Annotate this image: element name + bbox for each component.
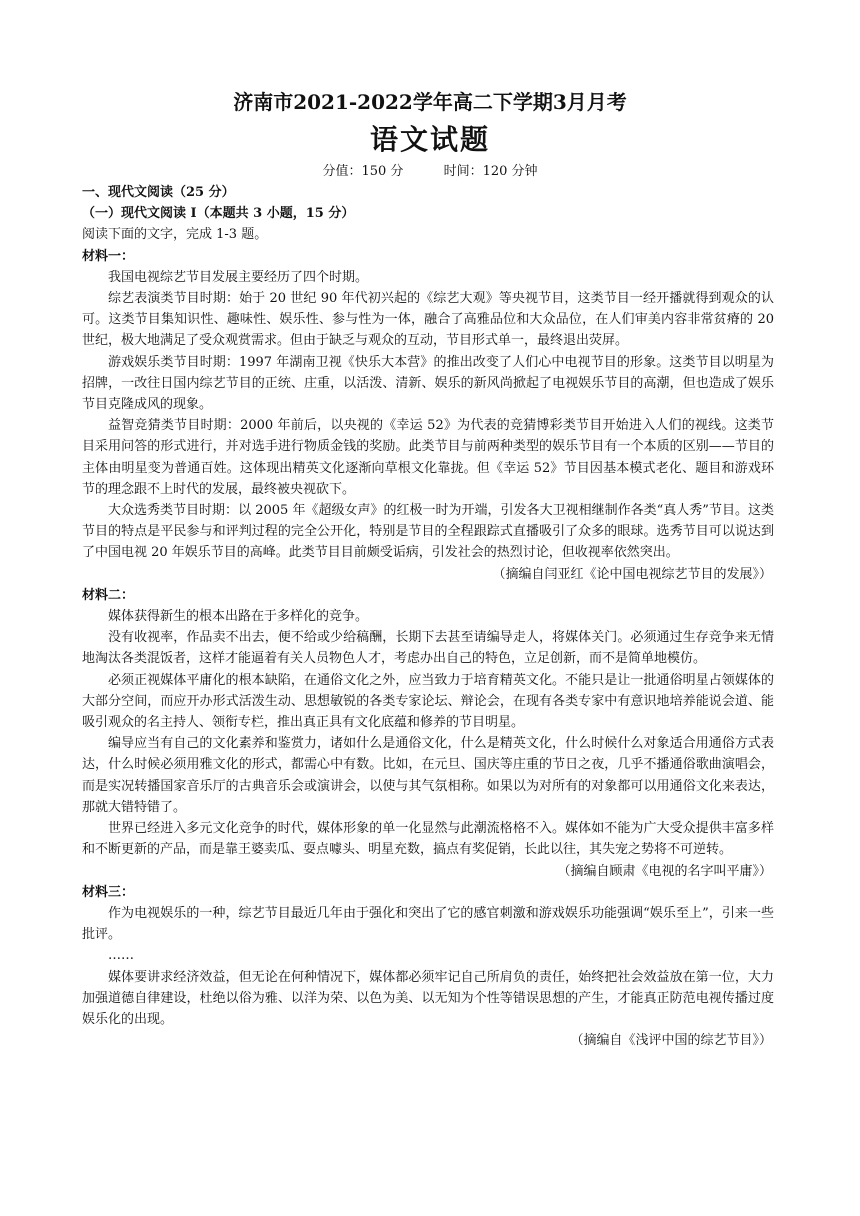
material-2-paragraph: 编导应当有自己的文化素养和鉴赏力，诸如什么是通俗文化，什么是精英文化，什么时候什么对象适合用通俗方式表达，什么时候必须用雅文化的形式，都需心中有数。比如，在元旦、国庆等庄重的节日之夜，几乎不播通俗歌曲演唱会，而是实况转播国家音乐厅的古典音乐会或演讲会，以使与其气氛相称。如果以为对所有的对象都可以用通俗文化来表达，那就大错特错了。 bbox=[82, 736, 774, 815]
material-3-source: （摘编自《浅评中国的综艺节目》） bbox=[570, 1033, 772, 1049]
exam-content bbox=[82, 182, 774, 1051]
material-3-paragraph: 媒体要讲求经济效益，但无论在何种情况下，媒体都必须牢记自己所肩负的责任，始终把社会效益放在第一位，大力加强道德自律建设，杜绝以俗为雅、以洋为荣、以色为美、以无知为个性等错误思想的产生，才能真正防范电视传播过度娱乐化的出现。 bbox=[82, 969, 774, 1027]
material-3-ellipsis: …… bbox=[108, 948, 134, 964]
material-1-paragraph: 大众选秀类节目时期：以 2005 年《超级女声》的红极一时为开端，引发各大卫视相继制作各类“真人秀”节目。这类节目的特点是平民参与和评判过程的完全公开化，特别是节目的全程跟踪式直播吸引了众多的眼球。选秀节目可以说达到了中国电视 20 年娱乐节目的高峰。此类节目目前颇受诟病，引发社会的热烈讨论，但收视率依然突出。 bbox=[82, 503, 774, 561]
material-2-paragraph: 世界已经进入多元文化竞争的时代，媒体形象的单一化显然与此潮流格格不入。媒体如不能为广大受众提供丰富多样和不断更新的产品，而是靠王婆卖瓜、耍点噱头、明星充数，搞点有奖促销，长此以往，其失宠之势将不可逆转。 bbox=[82, 821, 774, 858]
material-1-label: 材料一： bbox=[82, 248, 135, 264]
material-3-label: 材料三： bbox=[82, 884, 135, 900]
material-2-paragraph: 媒体获得新生的根本出路在于多样化的竞争。 bbox=[108, 609, 369, 625]
subsection-title: （一）现代文阅读 I（本题共 3 小题，15 分） bbox=[82, 206, 355, 222]
exam-title: 济南市2021-2022学年高二下学期3月月考 bbox=[233, 90, 627, 114]
material-1-paragraph: 益智竞猜类节目时期：2000 年前后，以央视的《幸运 52》为代表的竞猜博彩类节目开始进入人们的视线。这类节目采用问答的形式进行，并对选手进行物质金钱的奖励。此类节目与前两种类型的娱乐节目有一个本质的区别——节目的主体由明星变为普通百姓。这体现出精英文化逐渐向草根文化靠拢。但《幸运 52》节目因基本模式老化、题目和游戏环节的理念跟不上时代的发展，最终被央视砍下。 bbox=[82, 418, 774, 497]
material-1-paragraph: 综艺表演类节目时期：始于 20 世纪 90 年代初兴起的《综艺大观》等央视节目，这类节目一经开播就得到观众的认可。这类节目集知识性、趣味性、娱乐性、参与性为一体，融合了高雅品位和大众品位，在人们审美内容非常贫瘠的 20 世纪，极大地满足了受众观赏需求。但由于缺乏与观众的互动，节目形式单一，最终退出荧屏。 bbox=[82, 291, 774, 349]
section-title: 一、现代文阅读（25 分） bbox=[82, 185, 235, 200]
material-2-source: （摘编自顾肃《电视的名字叫平庸》） bbox=[557, 863, 772, 879]
exam-meta bbox=[0, 160, 860, 179]
material-2-paragraph: 必须正视媒体平庸化的根本缺陷，在通俗文化之外，应当致力于培育精英文化。不能只是让一批通俗明星占领媒体的大部分空间，而应开办形式活泼生动、思想敏锐的各类专家论坛、辩论会，在现有各类专家中有意识地培养能说会道、能吸引观众的名主持人、领衔专栏，推出真正具有文化底蕴和修养的节目明星。 bbox=[82, 672, 774, 731]
material-1-source: （摘编自闫亚红《论中国电视综艺节目的发展》） bbox=[492, 566, 772, 582]
score-info: 分值：150 分 bbox=[322, 164, 404, 179]
material-2-label: 材料二： bbox=[82, 587, 135, 603]
material-1-paragraph: 游戏娱乐类节目时期：1997 年湖南卫视《快乐大本营》的推出改变了人们心中电视节目的形象。这类节目以明星为招牌，一改往日国内综艺节目的正统、庄重，以活泼、清新、娱乐的新风尚掀起了电视娱乐节目的高潮，但也造成了娱乐节目克隆成风的现象。 bbox=[82, 354, 774, 413]
document-title: 语文试题 bbox=[369, 123, 490, 156]
material-3-paragraph: 作为电视娱乐的一种，综艺节目最近几年由于强化和突出了它的感官刺激和游戏娱乐功能强调“娱乐至上”，引来一些批评。 bbox=[82, 905, 774, 943]
material-2-paragraph: 没有收视率，作品卖不出去，便不给或少给稿酬，长期下去甚至请编导走人，将媒体关门。必须通过生存竞争来无情地淘汰各类混饭者，这样才能逼着有关人员物色人才，考虑办出自己的特色，立足创新，而不是简单地模仿。 bbox=[82, 630, 774, 667]
time-info: 时间：120 分钟 bbox=[443, 164, 538, 179]
material-1-paragraph: 我国电视综艺节目发展主要经历了四个时期。 bbox=[108, 269, 369, 285]
reading-instruction: 阅读下面的文字，完成 1-3 题。 bbox=[82, 227, 268, 243]
